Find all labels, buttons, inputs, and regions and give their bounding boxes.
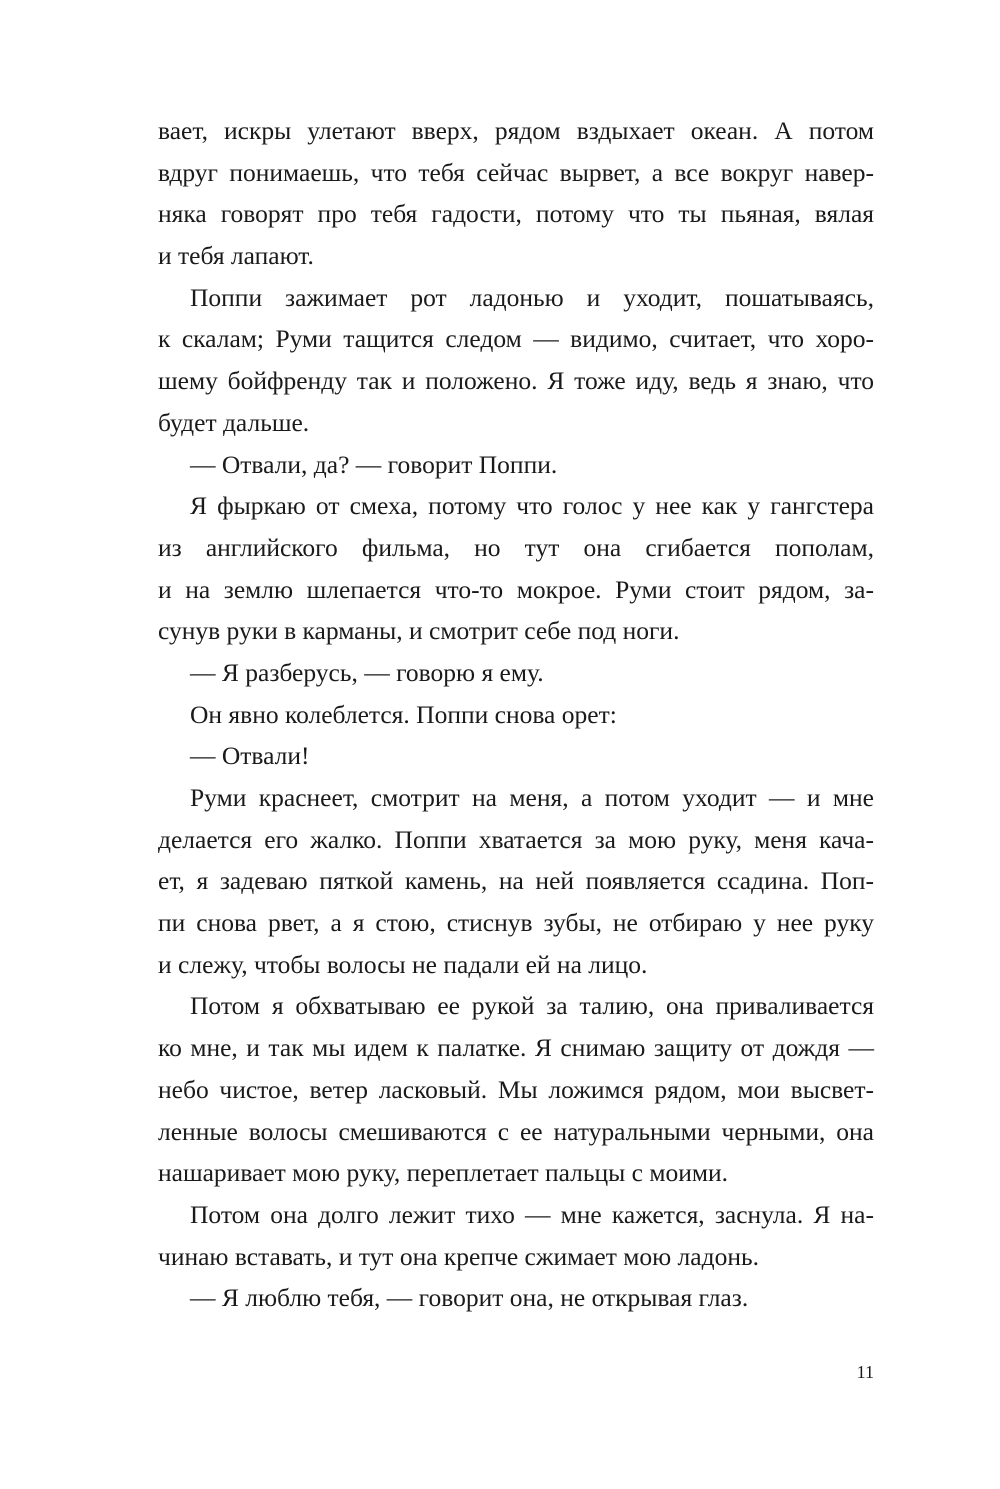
text-line: делается его жалко. Поппи хватается за мою руку, меня кача- xyxy=(158,824,874,854)
text-line: чинаю вставать, и тут она крепче сжимает мою ладонь. xyxy=(158,1241,759,1271)
paragraph xyxy=(158,1194,874,1277)
text-line: к скалам; Руми тащится следом — видимо, считает, что хоро- xyxy=(158,324,874,354)
text-line: из английского фильма, но тут она сгибается пополам, xyxy=(158,532,874,562)
text-line: — Я разберусь, — говорю я ему. xyxy=(190,657,544,687)
text-line: няка говорят про тебя гадости, потому что ты пьяная, вялая xyxy=(158,199,874,229)
text-line: — Отвали, да? — говорит Поппи. xyxy=(190,449,558,479)
text-line: Потом я обхватываю ее рукой за талию, она приваливается xyxy=(190,991,874,1021)
text-line: ленные волосы смешиваются с ее натуральными черными, она xyxy=(158,1116,874,1146)
text-line: Поппи зажимает рот ладонью и уходит, пошатываясь, xyxy=(190,282,874,312)
text-line: и на землю шлепается что-то мокрое. Руми стоит рядом, за- xyxy=(158,574,874,604)
paragraph xyxy=(158,110,874,277)
paragraph xyxy=(158,735,874,777)
text-line: вдруг понимаешь, что тебя сейчас вырвет, а все вокруг навер- xyxy=(158,157,874,187)
paragraph xyxy=(158,485,874,652)
text-line: небо чистое, ветер ласковый. Мы ложимся рядом, мои высвет- xyxy=(158,1074,874,1104)
text-line: нашаривает мою руку, переплетает пальцы с моими. xyxy=(158,1158,729,1188)
body-text xyxy=(158,110,874,1319)
text-line: и слежу, чтобы волосы не падали ей на лицо. xyxy=(158,949,648,979)
page-number: 11 xyxy=(856,1362,874,1382)
paragraph xyxy=(158,1277,874,1319)
text-line: Я фыркаю от смеха, потому что голос у нее как у гангстера xyxy=(190,491,874,521)
paragraph xyxy=(158,694,874,736)
text-line: Он явно колеблется. Поппи снова орет: xyxy=(190,699,617,729)
text-line: будет дальше. xyxy=(158,407,310,437)
text-line: пи снова рвет, а я стою, стиснув зубы, не отбираю у нее руку xyxy=(158,908,874,938)
text-line: Руми краснеет, смотрит на меня, а потом уходит — и мне xyxy=(190,783,874,812)
text-line: вает, искры улетают вверх, рядом вздыхает океан. А потом xyxy=(158,116,874,145)
paragraph xyxy=(158,277,874,444)
text-line: — Я люблю тебя, — говорит она, не открывая глаз. xyxy=(190,1283,749,1313)
text-line: сунув руки в карманы, и смотрит себе под ноги. xyxy=(158,616,680,646)
paragraph xyxy=(158,777,874,985)
text-line: Потом она долго лежит тихо — мне кажется, заснула. Я на- xyxy=(190,1199,874,1229)
text-line: — Отвали! xyxy=(190,741,310,771)
text-line: ет, я задеваю пяткой камень, на ней появляется ссадина. Поп- xyxy=(158,866,874,896)
text-line: ко мне, и так мы идем к палатке. Я снимаю защиту от дождя — xyxy=(158,1033,874,1063)
text-line: шему бойфренду так и положено. Я тоже иду, ведь я знаю, что xyxy=(158,366,874,396)
paragraph xyxy=(158,652,874,694)
paragraph xyxy=(158,985,874,1193)
text-line: и тебя лапают. xyxy=(158,241,314,271)
paragraph xyxy=(158,444,874,486)
